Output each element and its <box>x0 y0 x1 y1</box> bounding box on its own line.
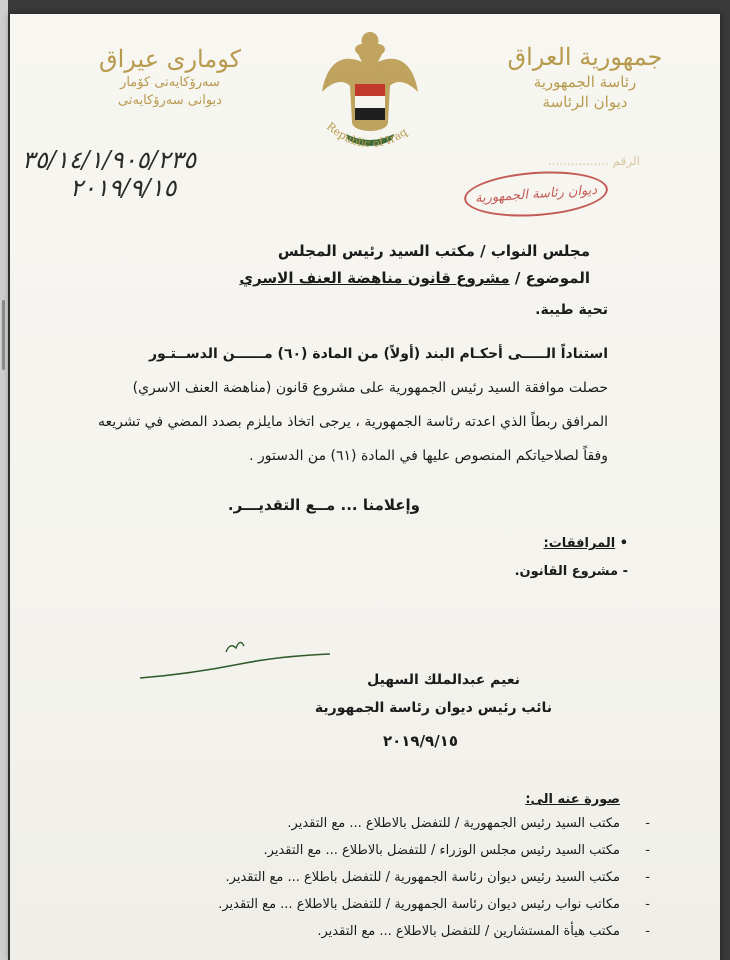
iraq-emblem <box>300 22 440 167</box>
letterhead-right-line: رئاسة الجمهورية <box>533 73 637 91</box>
dash-marker: - <box>645 897 650 912</box>
registry-stamp <box>463 167 610 221</box>
greeting: تحية طيبة. <box>535 302 608 318</box>
copy-text: مكتب السيد رئيس مجلس الوزراء / للتفضل بالاطلاع ... مع التقدير. <box>263 843 620 858</box>
signature-scribble <box>130 634 370 684</box>
letterhead-left-line: ديوانى سەرۆكايەتى <box>118 93 222 108</box>
screen-edge <box>0 0 8 960</box>
subject-text: مشروع قانون مناهضة العنف الاسري <box>239 269 510 287</box>
body-line: المرافق ربطاً الذي اعدته رئاسة الجمهورية ، يرجى اتخاذ مايلزم بصدد المضي في تشريعه <box>97 414 608 430</box>
signature-date: ٢٠١٩/٩/١٥ <box>382 732 458 750</box>
signer-title: نائب رئيس ديوان رئاسة الجمهورية <box>314 700 552 716</box>
stamp-text: ديوان رئاسة الجمهورية <box>474 182 598 206</box>
letterhead-left-line: سەرۆكايەتى كۆمار <box>120 75 220 90</box>
letterhead-right-line: جمهورية العراق <box>507 43 663 71</box>
closing: وإعلامنا ... مــع التقديـــر. <box>227 496 420 514</box>
dash-marker: - <box>645 816 650 831</box>
letterhead-right <box>490 42 680 112</box>
emblem-caption: Republic of Iraq <box>324 119 410 151</box>
copy-item <box>210 843 650 870</box>
reference-number: ٣٥/١٤/١/٩٠٥/٢٣٥ <box>22 146 197 174</box>
signer-name: نعيم عبدالملك السهيل <box>367 672 520 688</box>
copy-item <box>210 816 650 843</box>
dash-marker: - <box>645 870 650 885</box>
copy-text: مكتب السيد رئيس ديوان رئاسة الجمهورية / للتفضل باطلاع ... مع التقدير. <box>225 870 620 885</box>
eagle-icon <box>300 22 440 167</box>
body-line: وفقاً لصلاحياتكم المنصوص عليها في المادة (٦١) من الدستور . <box>249 448 608 464</box>
document-page <box>10 14 720 960</box>
dash-marker: - <box>645 843 650 858</box>
attachments-label: المرافقات: <box>543 536 616 551</box>
scroll-handle[interactable] <box>2 300 5 370</box>
bullet-icon: • <box>619 536 628 551</box>
subject-line <box>239 269 590 287</box>
copy-item <box>210 924 650 951</box>
reference-label: الرقم ................ <box>547 154 640 168</box>
copies-list <box>210 816 650 951</box>
copy-text: مكتب هيأة المستشارين / للتفضل بالاطلاع ... مع التقدير. <box>317 924 620 939</box>
copy-text: مكتب السيد رئيس الجمهورية / للتفضل بالاطلاع ... مع التقدير. <box>287 816 620 831</box>
copies-title: صورة عنه الى: <box>525 792 620 807</box>
copy-item <box>210 870 650 897</box>
reference-date: ٢٠١٩/٩/١٥ <box>70 174 177 202</box>
copy-text: مكاتب نواب رئيس ديوان رئاسة الجمهورية / للتفضل بالاطلاع ... مع التقدير. <box>218 897 620 912</box>
subject-label: الموضوع / <box>514 269 590 287</box>
addressee: مجلس النواب / مكتب السيد رئيس المجلس <box>277 242 590 260</box>
dash-marker: - <box>645 924 650 939</box>
body-line: حصلت موافقة السيد رئيس الجمهورية على مشروع قانون (مناهضة العنف الاسري) <box>132 380 608 396</box>
attachment-item: - مشروع القانون. <box>514 564 628 579</box>
body-line: استناداً الـــــى أحكـام البند (أولاً) من المادة (٦٠) مــــــن الدســتـور <box>149 346 608 362</box>
letterhead-left-line: كومارى عيراق <box>98 45 242 73</box>
letterhead-left <box>70 44 270 110</box>
attachments-title <box>544 536 628 551</box>
letterhead-right-line: ديوان الرئاسة <box>542 93 628 111</box>
copy-item <box>210 897 650 924</box>
